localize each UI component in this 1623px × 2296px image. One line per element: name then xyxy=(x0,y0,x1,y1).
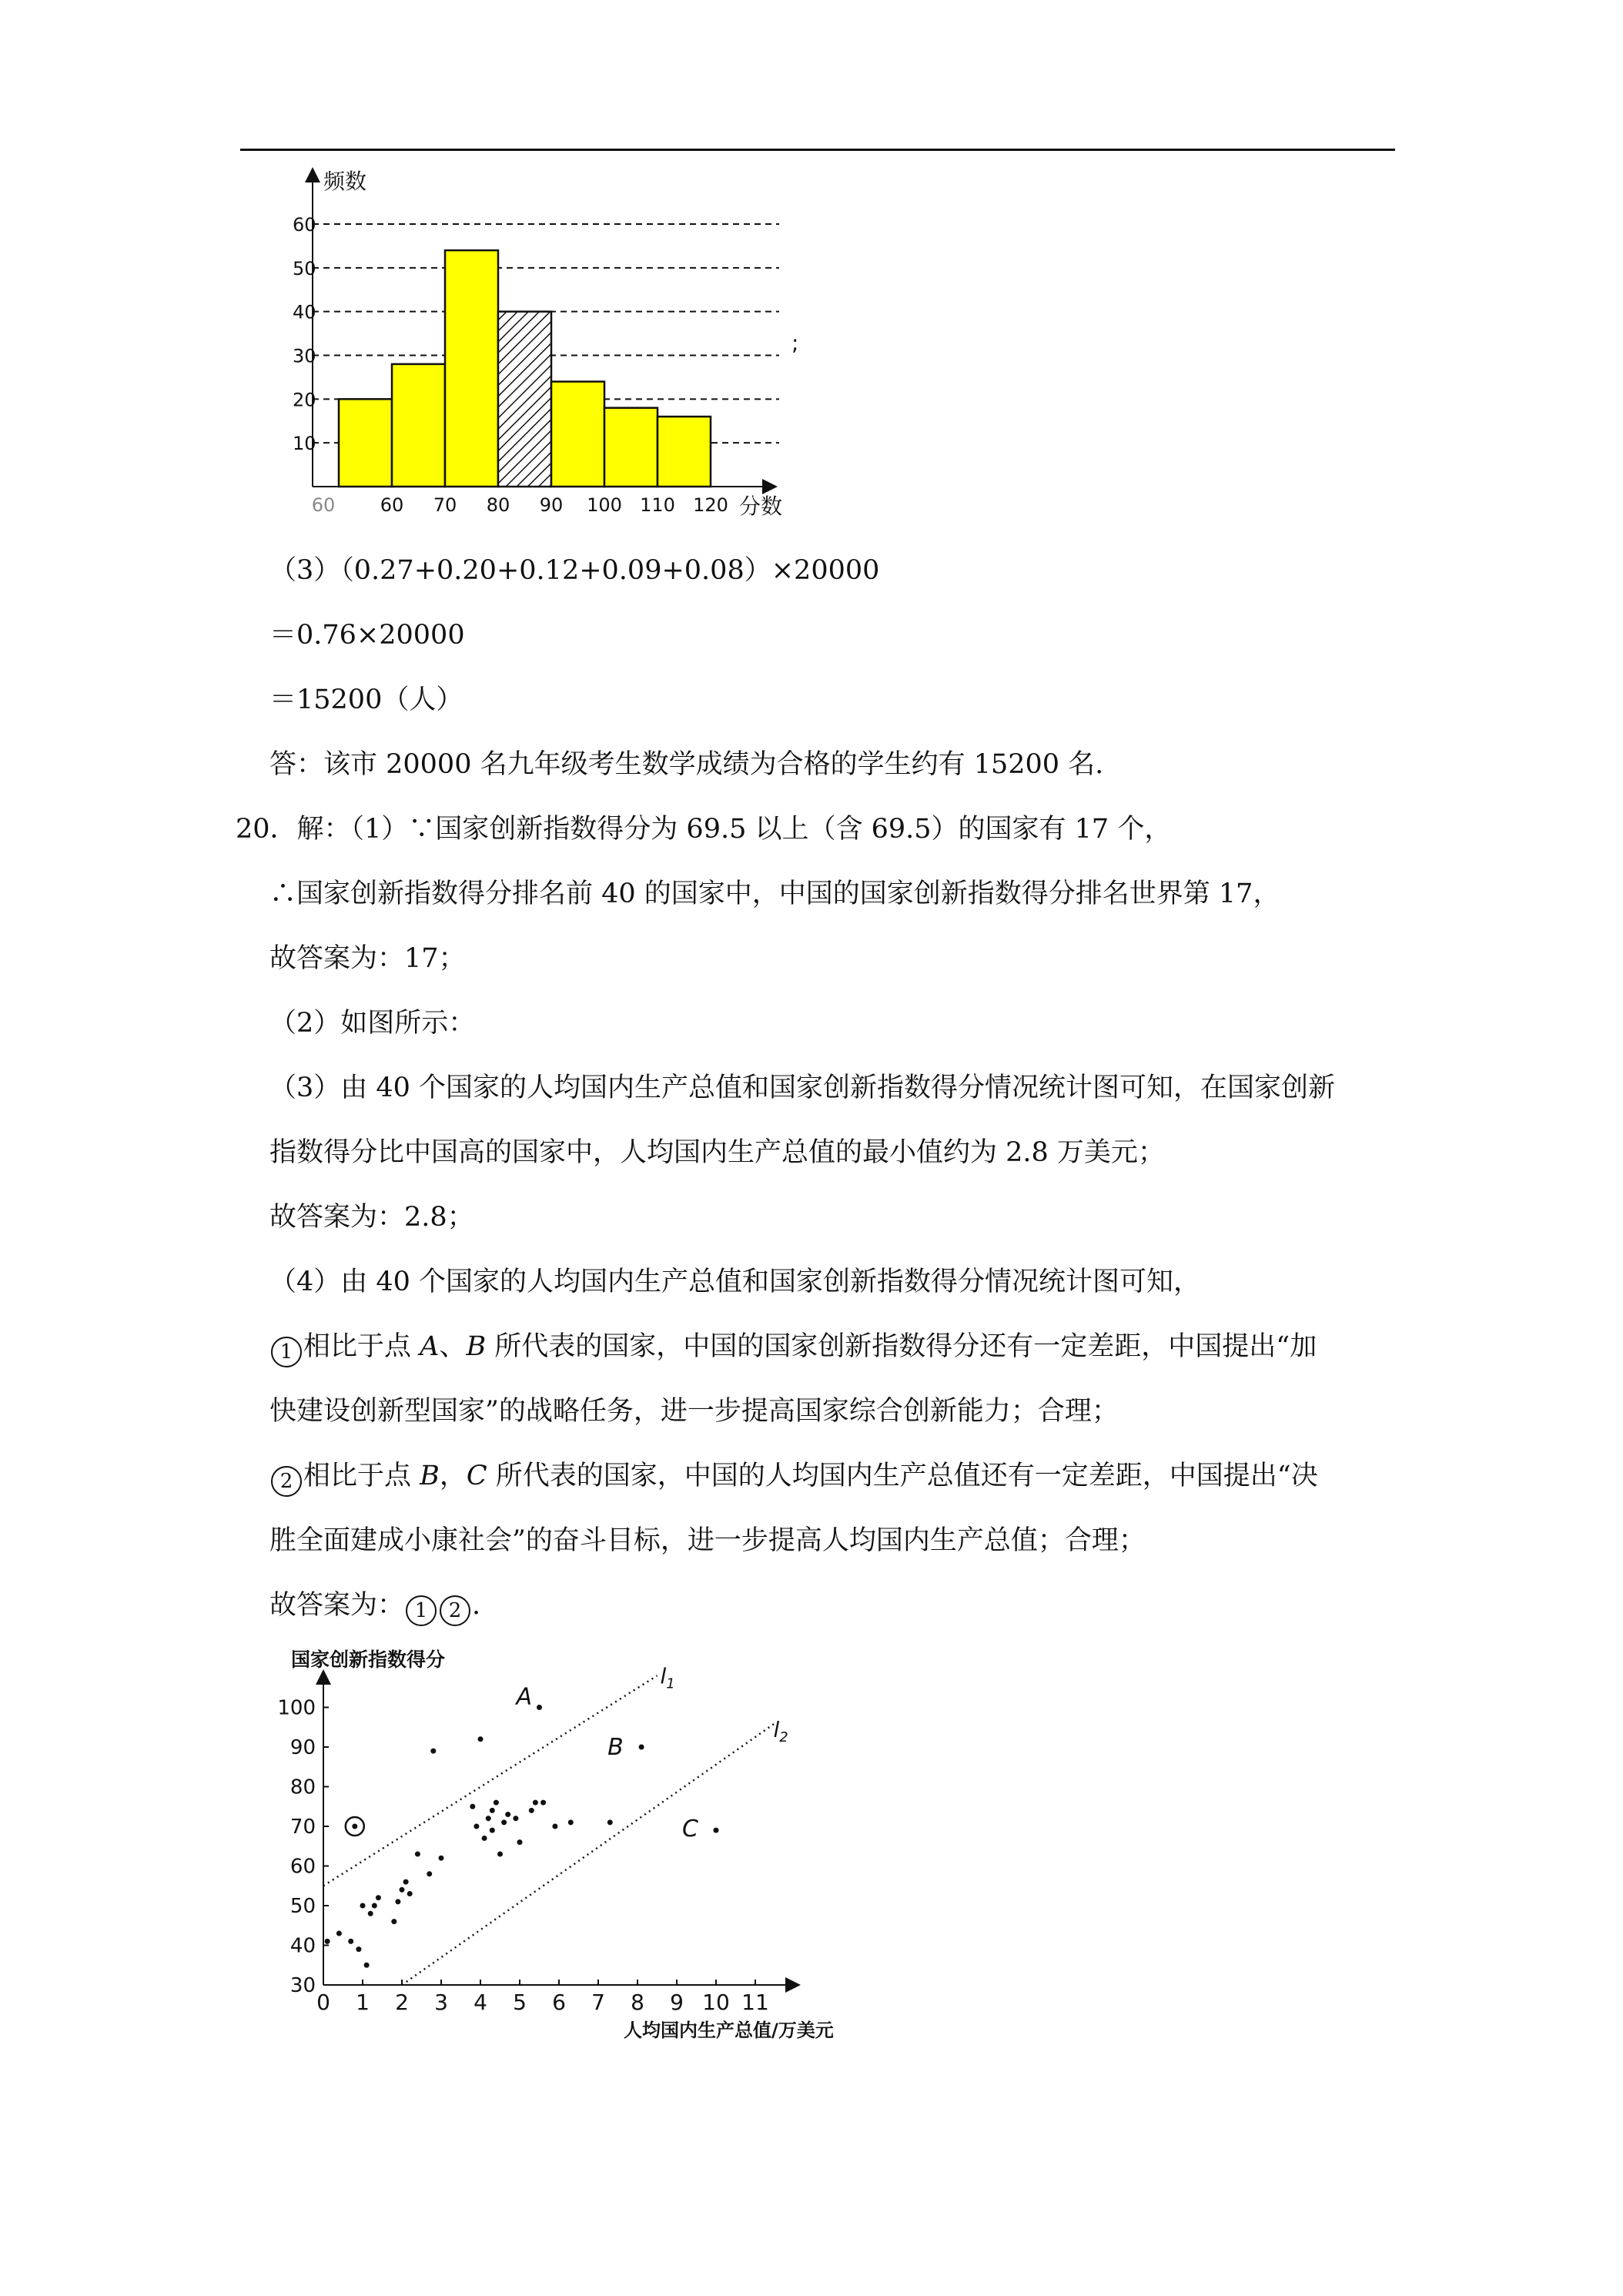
q20-part-4-item-1-line-1 xyxy=(269,1328,1317,1367)
histogram-bars xyxy=(339,250,711,487)
histogram-x-axis-label: 分数 xyxy=(739,494,783,519)
scatter-point xyxy=(356,1946,361,1952)
scatter-x-tick-label: 10 xyxy=(702,1990,730,2015)
histogram-bar xyxy=(604,408,658,487)
point-label-b: B xyxy=(607,1734,624,1761)
q20-line-2: ∴国家创新指数得分排名前 40 的国家中，中国的国家创新指数得分排名世界第 17， xyxy=(269,879,1280,909)
point-a-ref: A xyxy=(420,1331,440,1362)
china-point xyxy=(352,1824,357,1829)
text-segment: 所代表的国家，中国的国家创新指数得分还有一定差距，中国提出“加 xyxy=(486,1331,1317,1362)
scatter-x-tick-label: 2 xyxy=(395,1990,409,2015)
calc-line-1: （3）（0.27+0.20+0.12+0.09+0.08）×20000 xyxy=(269,555,880,586)
scatter-y-tick-label: 50 xyxy=(289,1895,316,1918)
q20-line-1: 20．解：（1）∵国家创新指数得分为 69.5 以上（含 69.5）的国家有 17 个， xyxy=(236,814,1172,845)
line-label-l1: $l_1$ xyxy=(660,1663,675,1692)
scatter-x-tick-label: 9 xyxy=(670,1990,684,2015)
scatter-x-tick-label: 6 xyxy=(552,1990,566,2015)
histogram-bar xyxy=(498,312,551,487)
text-segment: 相比于点 xyxy=(303,1461,420,1491)
histogram-y-tick-label: 30 xyxy=(293,345,316,367)
q20-part-4-item-2-line-2: 胜全面建成小康社会”的奋斗目标，进一步提高人均国内生产总值；合理； xyxy=(269,1525,1146,1556)
point-label-c: C xyxy=(682,1816,698,1843)
scatter-point xyxy=(395,1899,400,1904)
scatter-point xyxy=(474,1824,479,1829)
histogram-bar xyxy=(339,399,392,487)
histogram-bar xyxy=(658,417,711,487)
scatter-point xyxy=(537,1705,542,1710)
scatter-y-tick-label: 90 xyxy=(289,1736,316,1759)
scatter-title: 国家创新指数得分 xyxy=(291,1648,446,1671)
scatter-point xyxy=(400,1887,405,1893)
scatter-y-tick-label: 30 xyxy=(289,1974,316,1997)
scatter-point xyxy=(439,1856,444,1861)
text-segment: 所代表的国家，中国的人均国内生产总值还有一定差距，中国提出“决 xyxy=(487,1461,1318,1491)
scatter-point xyxy=(552,1824,557,1829)
scatter-x-tick-label: 4 xyxy=(474,1990,487,2015)
scatter-point xyxy=(470,1804,475,1809)
histogram-y-tick-label: 50 xyxy=(293,257,316,279)
scatter-point xyxy=(376,1895,381,1900)
scatter-point xyxy=(497,1852,503,1857)
histogram-x-tick-label: 120 xyxy=(693,494,728,516)
q20-answer-4 xyxy=(269,1587,480,1626)
scatter-point xyxy=(325,1939,330,1944)
scatter-point xyxy=(360,1903,366,1909)
histogram-bar xyxy=(392,364,445,487)
text-segment: 故答案为： xyxy=(269,1590,405,1621)
scatter-x-tick-label: 1 xyxy=(356,1990,370,2015)
frequency-histogram xyxy=(293,166,816,520)
q20-answer-1: 故答案为：17； xyxy=(269,943,466,974)
circled-number-1: 1 xyxy=(271,1337,302,1367)
text-segment: 、 xyxy=(439,1331,467,1362)
histogram-x-tick-label: 60 xyxy=(311,494,336,516)
scatter-point xyxy=(486,1816,491,1821)
circled-number-1: 1 xyxy=(406,1595,437,1626)
histogram-x-tick-label: 60 xyxy=(380,494,404,516)
circled-number-2: 2 xyxy=(271,1466,302,1497)
point-c-ref: C xyxy=(466,1461,487,1491)
histogram-x-tick-label: 80 xyxy=(486,494,510,516)
scatter-x-tick-label: 3 xyxy=(434,1990,448,2015)
answer-line: 答：该市 20000 名九年级考生数学成绩为合格的学生约有 15200 名. xyxy=(269,749,1104,780)
scatter-point xyxy=(427,1871,432,1876)
scatter-point xyxy=(490,1808,495,1813)
scatter-point xyxy=(568,1819,574,1825)
text-segment: . xyxy=(472,1590,481,1621)
scatter-x-tick-label: 7 xyxy=(591,1990,605,2015)
q20-answer-3: 故答案为：2.8； xyxy=(269,1202,474,1233)
scatter-y-ticks xyxy=(277,1697,329,1998)
scatter-point xyxy=(478,1736,484,1742)
scatter-point xyxy=(407,1891,413,1896)
point-label-a: A xyxy=(516,1683,533,1711)
scatter-point xyxy=(607,1819,613,1825)
histogram-bar xyxy=(551,382,604,487)
histogram-x-tick-label: 70 xyxy=(433,494,457,516)
scatter-points xyxy=(325,1705,719,1968)
scatter-point xyxy=(430,1749,436,1754)
histogram-y-tick-label: 60 xyxy=(293,214,316,236)
scatter-point xyxy=(533,1800,538,1806)
scatter-point xyxy=(513,1816,518,1821)
histogram-trailing-mark: ; xyxy=(791,330,799,356)
histogram-y-tick-label: 40 xyxy=(293,301,316,323)
point-b-ref: B xyxy=(466,1331,487,1362)
scatter-x-axis-label: 人均国内生产总值/万美元 xyxy=(624,2020,834,2041)
scatter-point xyxy=(505,1812,510,1817)
scatter-x-tick-label: 0 xyxy=(316,1990,330,2015)
point-b-ref: B xyxy=(420,1461,440,1491)
scatter-x-tick-label: 5 xyxy=(513,1990,527,2015)
scatter-point xyxy=(368,1911,373,1916)
line-label-l2: $l_2$ xyxy=(773,1717,788,1746)
scatter-point xyxy=(348,1939,353,1944)
scatter-point xyxy=(540,1800,546,1806)
scatter-point xyxy=(501,1819,507,1825)
scatter-y-tick-label: 70 xyxy=(289,1816,316,1839)
scatter-point xyxy=(336,1931,342,1936)
scatter-x-tick-label: 11 xyxy=(741,1990,769,2015)
scatter-point xyxy=(372,1903,377,1909)
histogram-x-ticks xyxy=(312,494,728,516)
q20-part-3-line-2: 指数得分比中国高的国家中，人均国内生产总值的最小值约为 2.8 万美元； xyxy=(269,1137,1165,1168)
scatter-y-tick-label: 100 xyxy=(277,1696,316,1720)
calc-line-3: ＝15200（人） xyxy=(269,684,463,715)
reference-line-l2 xyxy=(402,1723,775,1985)
scatter-point xyxy=(494,1800,499,1806)
scatter-point xyxy=(714,1828,719,1833)
histogram-y-tick-label: 10 xyxy=(293,433,316,455)
innovation-scatter-plot xyxy=(277,1648,862,2048)
histogram-x-tick-label: 110 xyxy=(640,494,675,516)
q20-part-2: （2）如图所示： xyxy=(269,1008,476,1039)
histogram-bar xyxy=(445,250,498,487)
scatter-point xyxy=(391,1919,397,1924)
scatter-point xyxy=(482,1836,487,1841)
header-rule xyxy=(240,149,1395,151)
scatter-point xyxy=(490,1828,495,1833)
histogram-x-tick-label: 100 xyxy=(587,494,622,516)
histogram-x-tick-label: 90 xyxy=(539,494,564,516)
text-segment: ， xyxy=(439,1461,467,1491)
scatter-point xyxy=(403,1879,409,1885)
circled-number-2: 2 xyxy=(440,1595,470,1626)
scatter-point xyxy=(517,1839,523,1845)
q20-part-4-intro: （4）由 40 个国家的人均国内生产总值和国家创新指数得分情况统计图可知， xyxy=(269,1267,1201,1297)
reference-line-l1 xyxy=(323,1675,658,1886)
scatter-y-tick-label: 60 xyxy=(289,1855,316,1879)
text-segment: 相比于点 xyxy=(303,1331,420,1362)
histogram-y-axis-label: 频数 xyxy=(323,169,367,194)
q20-part-4-item-1-line-2: 快建设创新型国家”的战略任务，进一步提高国家综合创新能力；合理； xyxy=(269,1396,1119,1427)
scatter-y-tick-label: 40 xyxy=(289,1934,316,1958)
q20-part-4-item-2-line-1 xyxy=(269,1458,1318,1497)
scatter-point xyxy=(639,1745,644,1750)
q20-part-3-line-1: （3）由 40 个国家的人均国内生产总值和国家创新指数得分情况统计图可知，在国家创新 xyxy=(269,1073,1336,1103)
histogram-y-tick-label: 20 xyxy=(293,389,316,411)
scatter-reference-lines xyxy=(323,1675,775,1985)
scatter-point xyxy=(415,1852,420,1857)
scatter-x-tick-label: 8 xyxy=(631,1990,644,2015)
scatter-point xyxy=(529,1808,534,1813)
scatter-point xyxy=(364,1963,370,1968)
scatter-y-tick-label: 80 xyxy=(289,1776,316,1799)
calc-line-2: ＝0.76×20000 xyxy=(269,620,465,651)
